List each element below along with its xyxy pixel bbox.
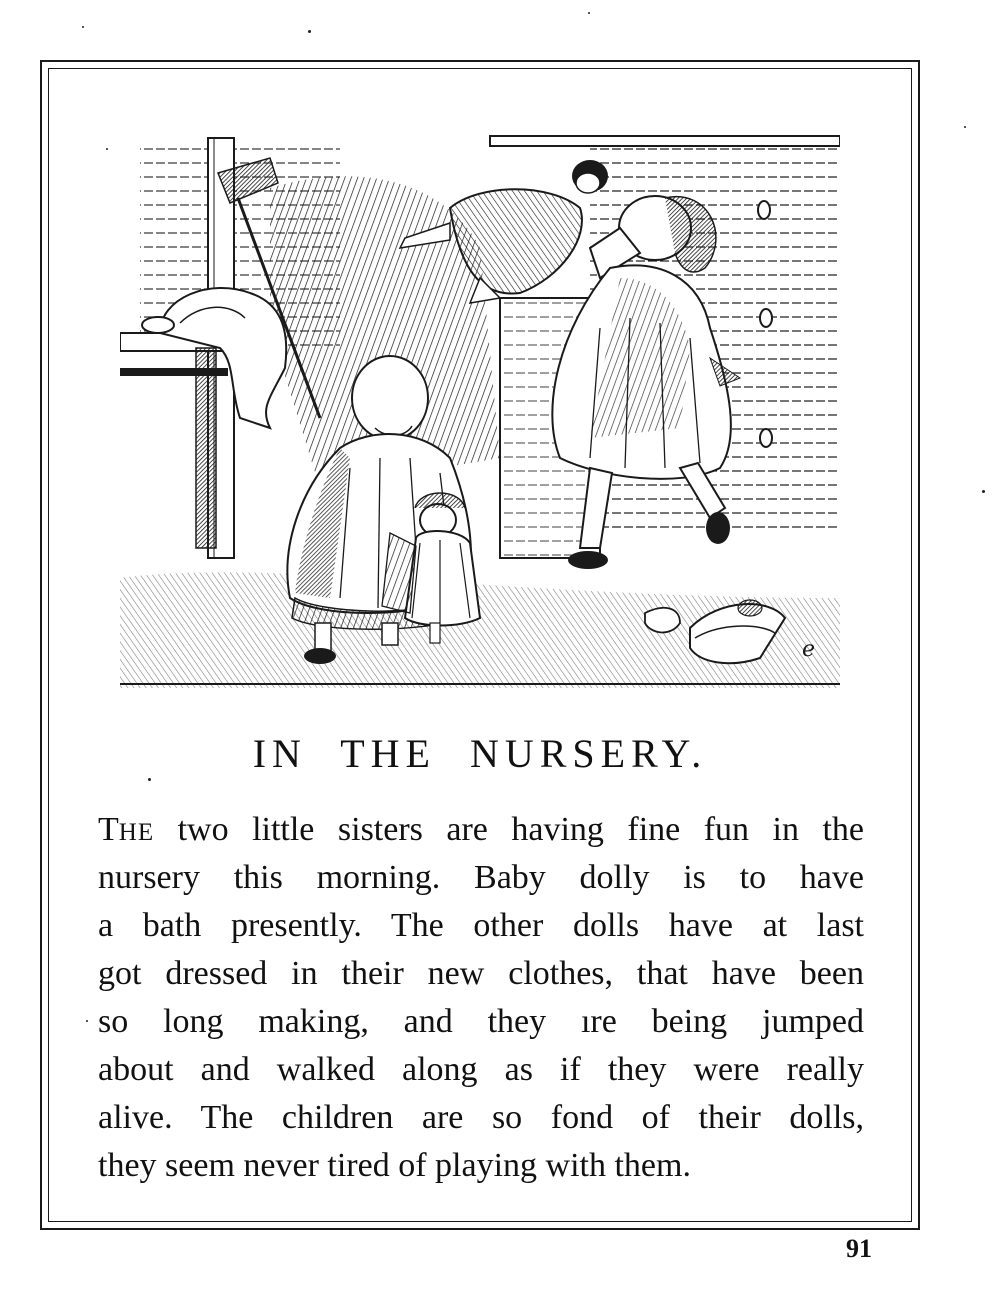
cup-icon xyxy=(142,317,174,333)
text-line: nursery this morning. Baby dolly is to have xyxy=(98,859,864,896)
text-line: got dressed in their new clothes, that have been xyxy=(98,955,864,992)
scan-speck xyxy=(588,12,590,14)
scan-speck xyxy=(308,30,311,33)
scan-speck xyxy=(964,126,966,128)
small-caps: HE xyxy=(118,819,155,846)
drawer-knob-icon xyxy=(758,201,770,219)
scan-speck xyxy=(982,490,985,493)
drawer-knob-icon xyxy=(760,309,772,327)
text-line-content: two little sisters are having fine fun in the xyxy=(154,811,864,848)
text-line: alive. The children are so fond of their dolls, xyxy=(98,1099,864,1136)
text-line xyxy=(98,806,864,854)
text-line: a bath presently. The other dolls have at last xyxy=(98,907,864,944)
engraver-signature: ℯ xyxy=(802,636,816,661)
text-line: so long making, and they ıre being jumped xyxy=(98,1003,864,1040)
drop-cap: T xyxy=(98,811,119,848)
text-line: they seem never tired of playing with them. xyxy=(98,1147,691,1184)
drawer-knob-icon xyxy=(760,429,772,447)
text-line: about and walked along as if they were really xyxy=(98,1051,864,1088)
story-text xyxy=(98,806,864,1190)
nursery-engraving-icon xyxy=(120,128,840,698)
shelf-board xyxy=(490,136,840,146)
scan-speck xyxy=(82,26,84,28)
page-title: IN THE NURSERY. xyxy=(252,731,708,776)
page-number: 91 xyxy=(846,1234,872,1263)
nursery-illustration xyxy=(120,128,840,698)
